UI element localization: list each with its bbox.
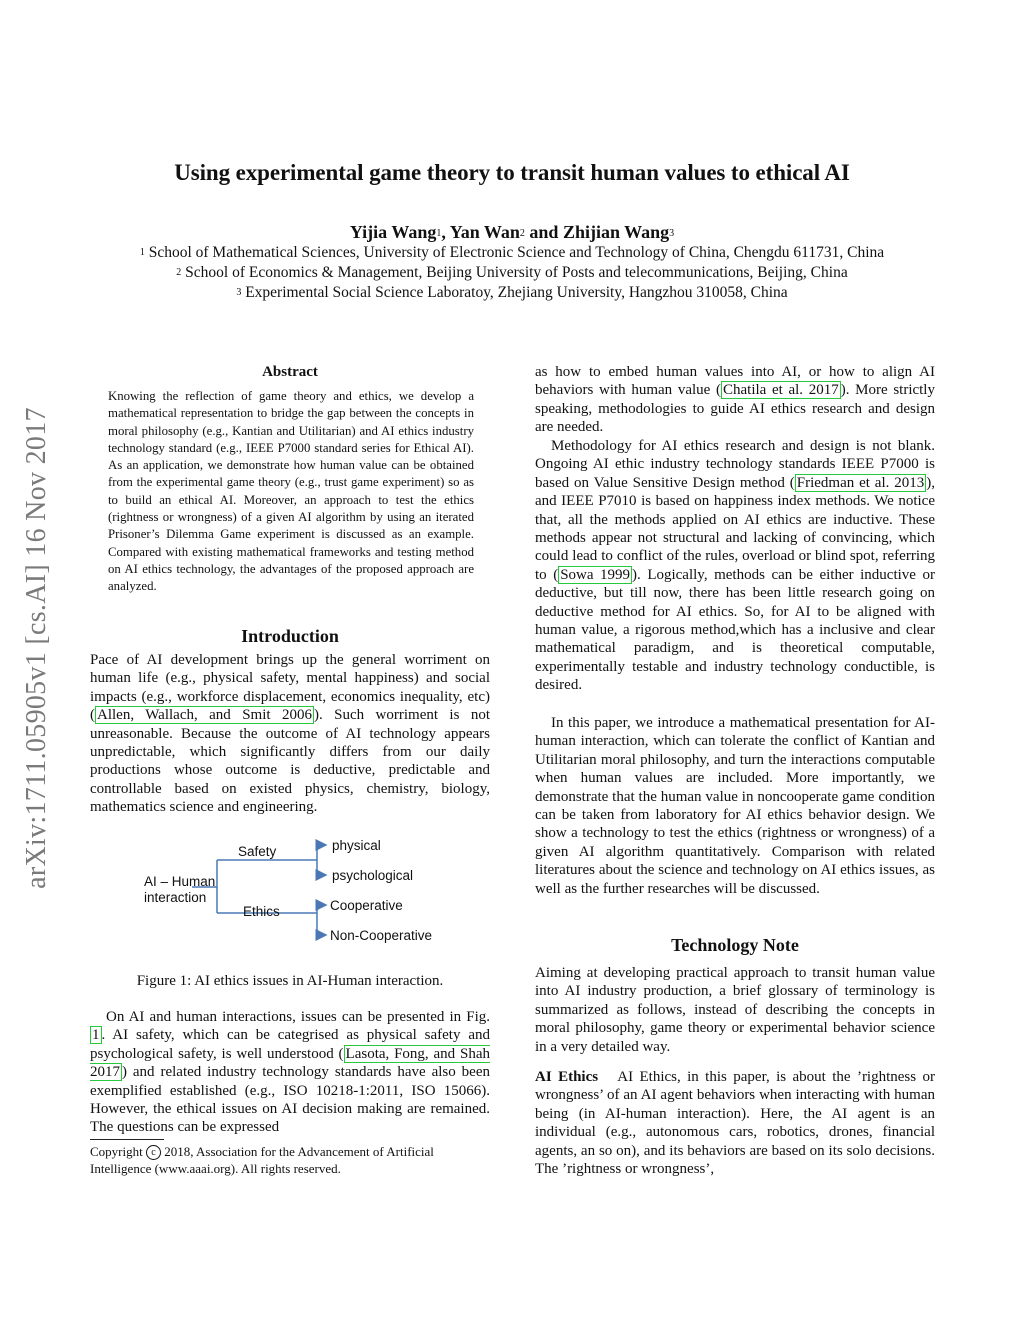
paper-title: Using experimental game theory to transit human values to ethical AI <box>174 160 850 185</box>
citation-link[interactable]: Lasota, Fong, and Shah 2017 <box>90 1045 490 1081</box>
author-name: Zhijian Wang <box>562 222 670 242</box>
copyright-footnote: Copyright c 2018, Association for the Advancement of Artificial Intelligence (www.aaai.org). All rights reserved. <box>90 1144 434 1176</box>
right-paragraph-1: as how to embed human values into AI, or how to align AI behaviors with human value ( Chatila et al. 2017 ). More strictly speaking, methodologies to guide AI ethics research and design are needed. <box>535 364 935 436</box>
citation-link[interactable]: Sowa 1999 <box>560 566 631 583</box>
author-name: Yan Wan <box>449 222 520 242</box>
ai-ethics-label: AI Ethics <box>535 1069 599 1085</box>
figure-root-label-2: interaction <box>144 890 207 905</box>
figure-leaf-noncooperative: Non-Cooperative <box>330 928 433 943</box>
citation-link[interactable]: Chatila et al. 2017 <box>722 382 839 399</box>
figure-ref-link[interactable]: 1 <box>92 1027 100 1044</box>
affiliation: $^3$ Experimental Social Science Laboratoy, Zhejiang University, Hangzhou 310058, China <box>236 284 788 301</box>
figure-root-label: AI – Human <box>144 874 216 889</box>
introduction-heading: Introduction <box>241 626 339 646</box>
figure-leaf-cooperative: Cooperative <box>330 898 403 913</box>
affiliation: $^1$ School of Mathematical Sciences, University of Electronic Science and Technology of China, Chengdu 611731, China <box>139 244 885 261</box>
figure-leaf-physical: physical <box>332 838 381 853</box>
technology-note-heading: Technology Note <box>671 935 799 955</box>
author-list: Yijia Wang$^1$, Yan Wan$^2$ and Zhijian Wang$^3$ <box>349 222 675 242</box>
copyright-symbol: c <box>146 1145 161 1160</box>
abstract-text: Knowing the reflection of game theory and ethics, we develop a mathematical representation to bridge the gap between the concepts in moral philosophy (e.g., Kantian and Utilitarian) and AI ethics industry technology standard (e.g., IEEE P7000 standard series for Ethical AI). As an application, we demonstrate how human value can be obtained from the experimental game theory (e.g., trust game experiment) so as to build an ethical AI. Moreover, an approach to test the ethics (rightness or wrongness) of a given AI algorithm by using an iterated Prisoner’s Dilemma Game experiment is discussed as an example. Compared with existing mathematical frameworks and testing method on AI ethics technology, the advantages of the proposed approach are analyzed. <box>108 389 474 594</box>
intro-paragraph-1: Pace of AI development brings up the general worriment on human life (e.g., physical safety, mental happiness) and social impacts (e.g., workforce displacement, economics inequality, etc) ( Allen, Wallach, and Smit 2006 ). Such worriment is not unreasonable. Because the outcome of AI technology appears unpredictable, which significantly differs from our daily productions whose outcome is deductive, predictable and controllable based on existed physics, chemistry, biology, mathematics science and engineering. <box>90 652 491 816</box>
figure-ethics-label: Ethics <box>243 904 280 919</box>
author-name: Yijia Wang <box>349 222 437 242</box>
intro-paragraph-2: On AI and human interactions, issues can be presented in Fig. 1 . AI safety, which can be categrised as physical safety and psychological safety, is well understood ( Lasota, Fong, and Shah 2017 ) and related industry technology standards have also been exemplified established (e.g., ISO 10218-1:2011, ISO 15066). However, the ethical issues on AI decision making are remained. The questions can be expressed <box>90 1009 490 1136</box>
author-sup: 1 <box>436 228 442 239</box>
right-paragraph-3: In this paper, we introduce a mathematical presentation for AI-human interaction, which can tolerate the conflict of Kantian and Utilitarian moral philosophy, and turn the interactions computable when human values are included. More importantly, we demonstrate that the human value in noncooperate game condition can be taken from laboratory for AI ethics behavior design. We show a technology to test the ethics (rightness or wrongness) of a given AI algorithm quantitatively. Comparison with related literatures about the science and technology on AI ethics issues, as well as the further researches will be discussed. <box>535 715 935 897</box>
abstract-heading: Abstract <box>262 364 318 380</box>
figure-safety-label: Safety <box>238 844 277 859</box>
author-sup: 3 <box>669 228 675 239</box>
citation-link[interactable]: Friedman et al. 2013 <box>796 474 925 491</box>
citation-link[interactable]: Allen, Wallach, and Smit 2006 <box>97 707 312 724</box>
affiliation: $^2$ School of Economics & Management, Beijing University of Posts and telecommunications, Beijing, China <box>176 264 848 281</box>
author-sup: 2 <box>519 228 525 239</box>
footnote-rule <box>90 1139 164 1140</box>
right-paragraph-4: Aiming at developing practical approach to transit human value into AI industry production, a brief glossary of terminology is summarized as follows, instead of describing the concepts in moral philosophy, game theory or experimental behavior science in a very detailed way. <box>535 965 935 1055</box>
figure-1-caption: Figure 1: AI ethics issues in AI-Human interaction. <box>136 973 444 989</box>
figure-1-diagram <box>120 828 480 958</box>
right-paragraph-2: Methodology for AI ethics research and design is not blank. Ongoing AI ethic industry technology standards IEEE P7000 is based on Value Sensitive Design method ( Friedman et al. 2013 ), and IEEE P7010 is based on happiness index methods. We notice that, all the methods applied on AI ethics are inductive. These methods appear not structural and lacking of convincing, which could lead to conflict of the rules, overload or blind spot, referring to ( Sowa 1999 ). Logically, methods can be either inductive or deductive, but till now, there has been little research going on deductive method for AI ethics. So, for AI to be aligned with human value, a rigorous method,which has a inclusive and clear mathematical paradigm, and is theoretical computable, experimentally testable and industry technology conductible, is desired. <box>535 438 936 694</box>
ai-ethics-definition: AI Ethics AI Ethics, in this paper, is about the ’rightness or wrongness’ of an AI agent behaviors when interacting with human being (in AI-human interaction). Here, the AI agent is an individual (e.g., autonomous cars, robotics, drones, financial agents, an so on), and its behaviors are based on its solo decisions. The ’rightness or wrongness’, <box>535 1069 935 1178</box>
figure-leaf-psychological: psychological <box>332 868 414 883</box>
arxiv-stamp[interactable]: arXiv:1711.05905v1 [cs.AI] 16 Nov 2017 <box>21 407 52 889</box>
